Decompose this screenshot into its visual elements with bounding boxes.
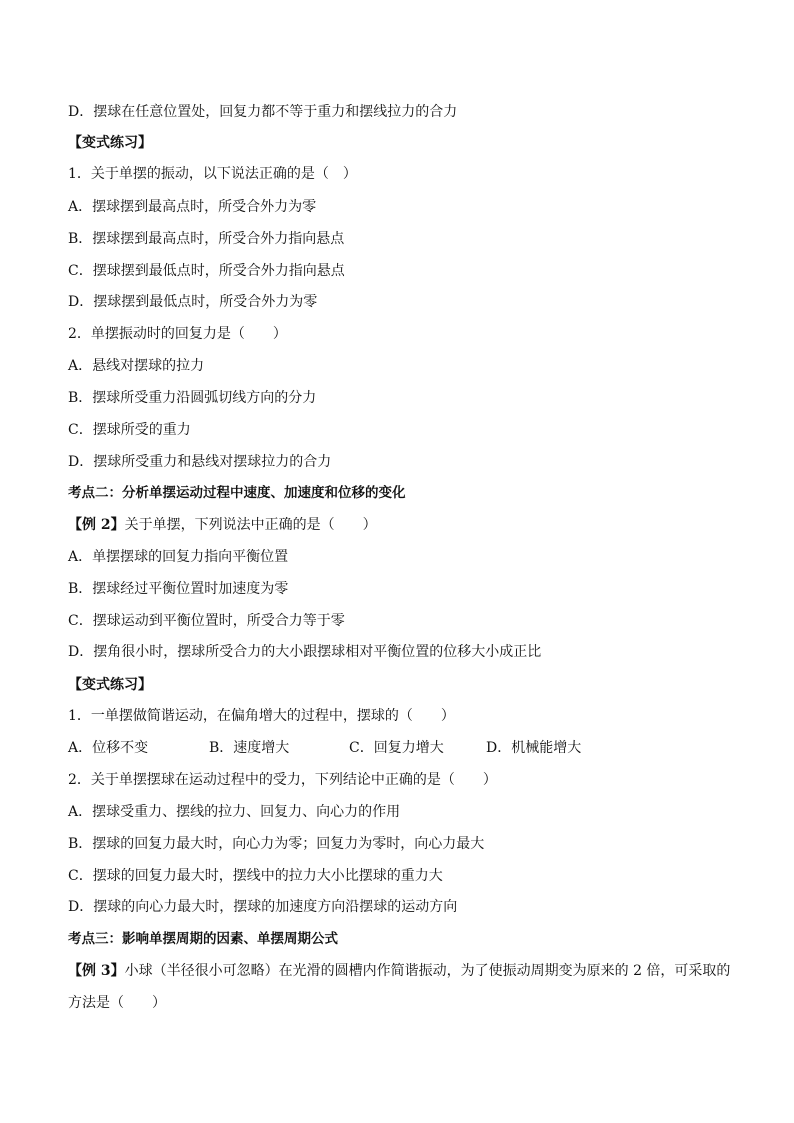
example-2-stem xyxy=(68,516,377,534)
example-3-stem-continued: 方法是（ ） xyxy=(68,995,166,1011)
example-3-text: 小球（半径很小可忽略）在光滑的圆槽内作简谐振动，为了使振动周期变为原来的 2 倍，可采取的 xyxy=(124,963,731,979)
variant-question-1-stem: 1．一单摆做简谐运动，在偏角增大的过程中，摆球的（ ） xyxy=(68,708,455,724)
question-2-option-a: A．悬线对摆球的拉力 xyxy=(68,358,205,374)
option-d-previous-question: D．摆球在任意位置处，回复力都不等于重力和摆线拉力的合力 xyxy=(68,104,458,120)
example-2-option-a: A．单摆摆球的回复力指向平衡位置 xyxy=(68,549,289,565)
section-label-variant-practice-2: 【变式练习】 xyxy=(68,677,152,693)
question-1-option-d: D．摆球摆到最低点时，所受合外力为零 xyxy=(68,294,318,310)
example-3-stem xyxy=(68,962,730,980)
variant-question-1-option-a: A．位移不变 xyxy=(68,740,149,756)
variant-question-1-option-d: D．机械能增大 xyxy=(486,740,582,756)
question-1-option-a: A．摆球摆到最高点时，所受合外力为零 xyxy=(68,199,317,215)
section-label-variant-practice: 【变式练习】 xyxy=(68,135,152,151)
section-heading-topic-3: 考点三：影响单摆周期的因素、单摆周期公式 xyxy=(68,931,338,947)
variant-question-1-options xyxy=(0,739,794,757)
example-2-text: 关于单摆，下列说法中正确的是（ ） xyxy=(124,517,377,533)
question-1-stem: 1．关于单摆的振动，以下说法正确的是（ ） xyxy=(68,166,357,182)
example-2-label: 【例 2】 xyxy=(68,517,125,533)
example-2-option-c: C．摆球运动到平衡位置时，所受合力等于零 xyxy=(68,613,345,629)
example-2-option-d: D．摆角很小时，摆球所受合力的大小跟摆球相对平衡位置的位移大小成正比 xyxy=(68,644,542,660)
variant-question-2-option-c: C．摆球的回复力最大时，摆线中的拉力大小比摆球的重力大 xyxy=(68,868,443,884)
example-3-label: 【例 3】 xyxy=(68,963,125,979)
variant-question-2-option-d: D．摆球的向心力最大时，摆球的加速度方向沿摆球的运动方向 xyxy=(68,899,458,915)
question-2-option-d: D．摆球所受重力和悬线对摆球拉力的合力 xyxy=(68,454,332,470)
section-heading-topic-2: 考点二：分析单摆运动过程中速度、加速度和位移的变化 xyxy=(68,485,406,501)
variant-question-2-option-b: B．摆球的回复力最大时，向心力为零；回复力为零时，向心力最大 xyxy=(68,836,485,852)
example-2-option-b: B．摆球经过平衡位置时加速度为零 xyxy=(68,581,289,597)
question-1-option-b: B．摆球摆到最高点时，所受合外力指向悬点 xyxy=(68,231,345,247)
variant-question-1-option-c: C．回复力增大 xyxy=(349,740,444,756)
variant-question-2-option-a: A．摆球受重力、摆线的拉力、回复力、向心力的作用 xyxy=(68,804,401,820)
question-2-stem: 2．单摆振动时的回复力是（ ） xyxy=(68,326,287,342)
question-2-option-c: C．摆球所受的重力 xyxy=(68,422,191,438)
variant-question-1-option-b: B．速度增大 xyxy=(209,740,290,756)
question-2-option-b: B．摆球所受重力沿圆弧切线方向的分力 xyxy=(68,390,317,406)
variant-question-2-stem: 2．关于单摆摆球在运动过程中的受力，下列结论中正确的是（ ） xyxy=(68,772,497,788)
question-1-option-c: C．摆球摆到最低点时，所受合外力指向悬点 xyxy=(68,263,345,279)
